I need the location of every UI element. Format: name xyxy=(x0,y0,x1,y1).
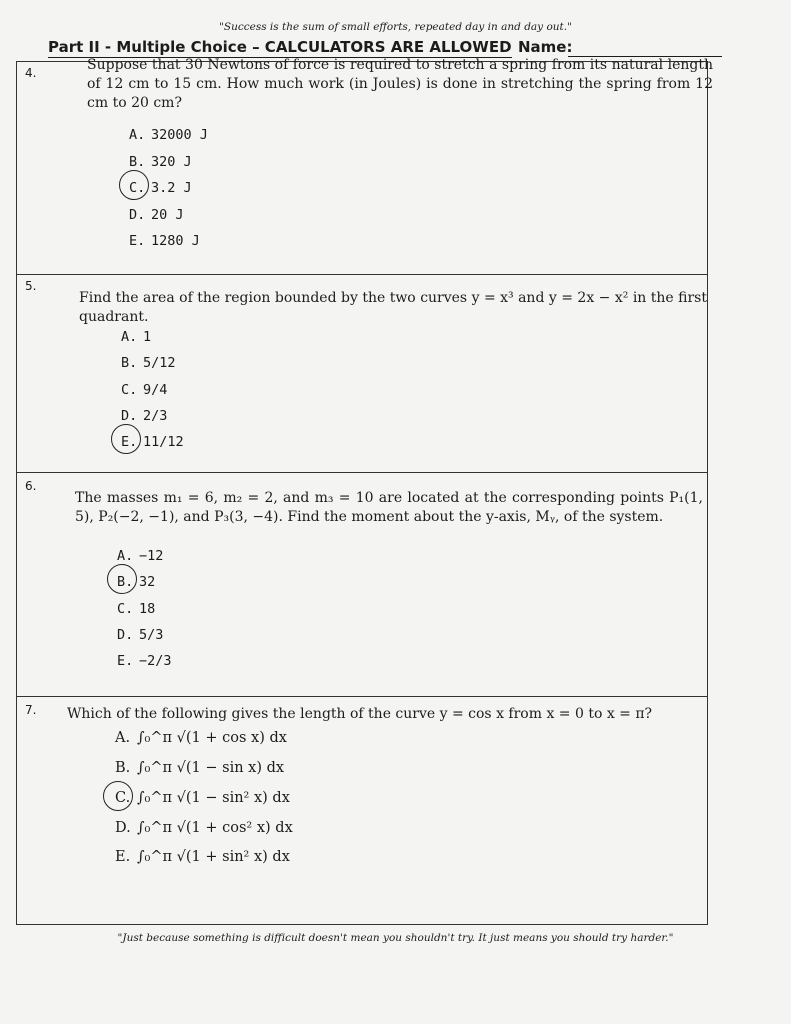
question-number: 7. xyxy=(25,703,37,717)
option-e[interactable]: E. ∫₀^π √(1 + sin² x) dx xyxy=(115,849,290,865)
option-e[interactable]: E. 11/12 xyxy=(121,434,184,450)
option-e[interactable]: E. 1280 J xyxy=(129,233,200,249)
option-d[interactable]: D. ∫₀^π √(1 + cos² x) dx xyxy=(115,820,293,836)
question-5 xyxy=(17,275,707,473)
question-4 xyxy=(17,57,713,275)
option-a[interactable]: A. 1 xyxy=(121,329,152,345)
option-c[interactable]: C. 3.2 J xyxy=(129,180,192,196)
option-d[interactable]: D. 20 J xyxy=(129,207,184,223)
question-text: The masses m₁ = 6, m₂ = 2, and m₃ = 10 are located at the corresponding points P₁(1, 5), P₂(−2, −1), and P₃(3, −4). Find the moment about the y-axis, Mᵧ, of the system. xyxy=(75,490,703,525)
option-b[interactable]: B. 320 J xyxy=(129,154,192,170)
question-number: 6. xyxy=(25,479,37,493)
answer-circle-mark xyxy=(103,781,133,811)
option-e[interactable]: E. −2/3 xyxy=(117,653,172,669)
option-a[interactable]: A. 32000 J xyxy=(129,127,208,143)
question-7 xyxy=(17,697,707,924)
name-label: Name: xyxy=(518,38,573,56)
question-6 xyxy=(17,473,707,697)
question-sheet xyxy=(16,57,713,925)
question-text: Suppose that 30 Newtons of force is required to stretch a spring from its natural length of 12 cm to 15 cm. How much work (in Joules) is done in stretching the spring from 12 cm to 20 cm? xyxy=(87,57,713,111)
option-c[interactable]: C. 18 xyxy=(117,601,156,617)
option-a[interactable]: A. −12 xyxy=(117,548,164,564)
answer-circle-mark xyxy=(111,424,141,454)
option-a[interactable]: A. ∫₀^π √(1 + cos x) dx xyxy=(115,730,287,746)
question-number: 5. xyxy=(25,279,37,293)
option-d[interactable]: D. 2/3 xyxy=(121,408,168,424)
section-title: Part II - Multiple Choice – CALCULATORS ARE ALLOWED xyxy=(48,38,512,56)
top-quote: "Success is the sum of small efforts, repeated day in and day out." xyxy=(219,21,572,33)
question-text: Which of the following gives the length of the curve y = cos x from x = 0 to x = π? xyxy=(67,706,653,722)
bottom-quote: "Just because something is difficult doesn't mean you shouldn't try. It just means you should try harder." xyxy=(117,932,674,944)
answer-circle-mark xyxy=(107,564,137,594)
option-b[interactable]: B. ∫₀^π √(1 − sin x) dx xyxy=(115,760,285,776)
question-text: Find the area of the region bounded by the two curves y = x³ and y = 2x − x² in the first quadrant. xyxy=(79,290,707,325)
option-c[interactable]: C. 9/4 xyxy=(121,382,168,398)
option-b[interactable]: B. 32 xyxy=(117,574,156,590)
option-c[interactable]: C. ∫₀^π √(1 − sin² x) dx xyxy=(115,790,290,806)
option-d[interactable]: D. 5/3 xyxy=(117,627,164,643)
question-number: 4. xyxy=(25,66,37,80)
answer-circle-mark xyxy=(119,170,149,200)
option-b[interactable]: B. 5/12 xyxy=(121,355,176,371)
